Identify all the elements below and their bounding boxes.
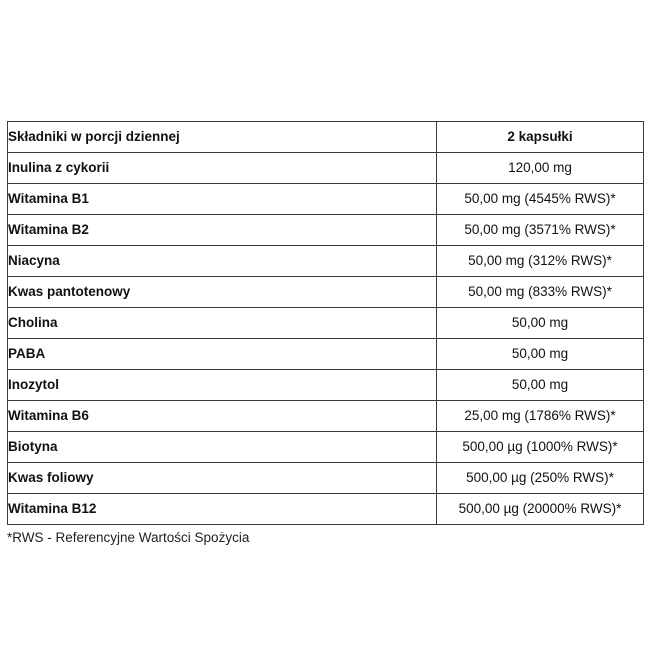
table-row bbox=[8, 339, 644, 370]
ingredient-name: Cholina bbox=[8, 308, 437, 339]
ingredient-amount: 50,00 mg (833% RWS)* bbox=[437, 277, 644, 308]
table-row bbox=[8, 246, 644, 277]
table-row bbox=[8, 432, 644, 463]
ingredient-name: Witamina B6 bbox=[8, 401, 437, 432]
table-row bbox=[8, 463, 644, 494]
header-dose: 2 kapsułki bbox=[437, 122, 644, 153]
ingredient-amount: 50,00 mg (3571% RWS)* bbox=[437, 215, 644, 246]
table-row bbox=[8, 184, 644, 215]
ingredient-name: Witamina B2 bbox=[8, 215, 437, 246]
table-row bbox=[8, 401, 644, 432]
ingredient-name: PABA bbox=[8, 339, 437, 370]
ingredient-amount: 50,00 mg (4545% RWS)* bbox=[437, 184, 644, 215]
table-header-row bbox=[8, 122, 644, 153]
footnote: *RWS - Referencyjne Wartości Spożycia bbox=[7, 530, 250, 545]
table-row bbox=[8, 308, 644, 339]
ingredient-amount: 500,00 µg (1000% RWS)* bbox=[437, 432, 644, 463]
table-row bbox=[8, 370, 644, 401]
nutrition-table-container bbox=[7, 121, 643, 525]
ingredient-amount: 50,00 mg bbox=[437, 370, 644, 401]
ingredient-name: Witamina B12 bbox=[8, 494, 437, 525]
ingredient-name: Witamina B1 bbox=[8, 184, 437, 215]
ingredient-amount: 50,00 mg bbox=[437, 339, 644, 370]
table-row bbox=[8, 277, 644, 308]
ingredient-name: Biotyna bbox=[8, 432, 437, 463]
ingredient-amount: 120,00 mg bbox=[437, 153, 644, 184]
header-ingredients: Składniki w porcji dziennej bbox=[8, 122, 437, 153]
ingredient-name: Kwas pantotenowy bbox=[8, 277, 437, 308]
ingredient-amount: 500,00 µg (250% RWS)* bbox=[437, 463, 644, 494]
ingredient-name: Inulina z cykorii bbox=[8, 153, 437, 184]
ingredient-amount: 50,00 mg bbox=[437, 308, 644, 339]
ingredient-name: Kwas foliowy bbox=[8, 463, 437, 494]
ingredient-amount: 25,00 mg (1786% RWS)* bbox=[437, 401, 644, 432]
table-row bbox=[8, 494, 644, 525]
ingredient-amount: 50,00 mg (312% RWS)* bbox=[437, 246, 644, 277]
ingredient-name: Niacyna bbox=[8, 246, 437, 277]
table-row bbox=[8, 215, 644, 246]
nutrition-table bbox=[7, 121, 644, 525]
ingredient-amount: 500,00 µg (20000% RWS)* bbox=[437, 494, 644, 525]
table-row bbox=[8, 153, 644, 184]
ingredient-name: Inozytol bbox=[8, 370, 437, 401]
